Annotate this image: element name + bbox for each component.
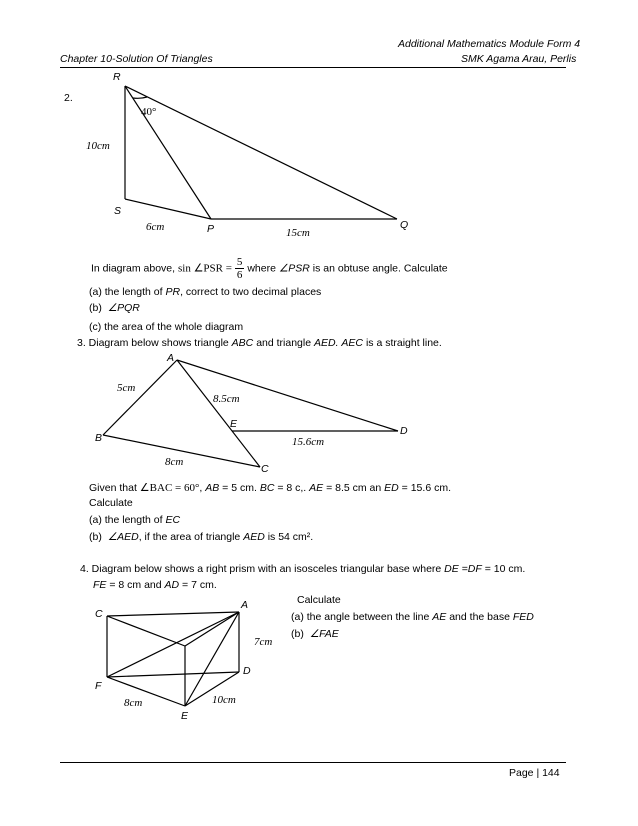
q3-given-pre: Given that (89, 482, 137, 494)
q3-given-sep-5: = 15.6 cm. (398, 482, 451, 494)
q4-fe: FE (93, 579, 107, 591)
q3-part-a (89, 514, 180, 526)
q3-aec: AEC (341, 337, 364, 349)
q2-number: 2. (64, 92, 73, 104)
q2-intro-pre: In diagram above, (91, 262, 176, 275)
q4-a-ae: AE (432, 611, 447, 623)
q2-frac-den: 6 (236, 269, 243, 281)
q2-b-label: (b) (89, 302, 102, 314)
q4-ad: AD (164, 579, 180, 591)
q3-len-AE: 8.5cm (213, 393, 240, 405)
q2-fraction (235, 256, 245, 281)
school-name: SMK Agama Arau, Perlis (461, 53, 577, 65)
q3-b-post: is 54 cm². (267, 531, 314, 543)
q3-len-AB: 5cm (117, 382, 136, 394)
q4-len-AD: 7cm (254, 636, 273, 648)
q3-abc: ABC (231, 337, 254, 349)
q3-label-C: C (261, 463, 269, 475)
q3-diagram (103, 360, 398, 467)
q4-stmt-post: = 10 cm. (484, 563, 526, 575)
q3-stmt-post: is a straight line. (365, 337, 442, 349)
q3-given-sep-4: = 8.5 cm an (323, 482, 385, 494)
q2-diagram (125, 86, 397, 219)
q3-ed: ED (384, 482, 399, 494)
q3-part-b (89, 531, 313, 543)
q3-calculate: Calculate (89, 497, 133, 509)
q2-angle-psr: ∠PSR (278, 262, 310, 275)
q3-and-triangle: and triangle (256, 337, 312, 349)
q3-label-E: E (230, 418, 238, 430)
q4-label-E: E (181, 710, 189, 722)
q2-part-b (89, 302, 140, 314)
q4-a-fed: FED (512, 611, 534, 623)
q3-ab: AB (205, 482, 220, 494)
page-number: Page | 144 (509, 767, 560, 779)
q2-len-PQ: 15cm (286, 227, 310, 239)
q3-given-sep-1: , (199, 482, 206, 494)
q2-part-a (89, 286, 321, 298)
q4-statement (80, 563, 525, 575)
q3-stmt-pre: 3. Diagram below shows triangle (77, 337, 229, 349)
q4-len-FE: 8cm (124, 697, 143, 709)
q4-label-C: C (95, 608, 103, 620)
q3-a-var: EC (165, 514, 181, 526)
module-title: Additional Mathematics Module Form 4 (398, 38, 581, 50)
q4-part-a (291, 611, 534, 623)
q2-a-var: PR (165, 286, 181, 298)
q3-len-BC: 8cm (165, 456, 184, 468)
q3-label-D: D (400, 425, 408, 437)
q2-len-SP: 6cm (146, 221, 165, 233)
q4-label-D: D (243, 665, 251, 677)
chapter-title: Chapter 10-Solution Of Triangles (60, 53, 213, 65)
q3-len-ED: 15.6cm (292, 436, 325, 448)
q2-label-P: P (207, 223, 215, 235)
q2-a-post: , correct to two decimal places (180, 286, 322, 298)
q3-b-mid: , if the area of triangle (138, 531, 241, 543)
q4-stmt-pre: 4. Diagram below shows a right prism with an isosceles triangular base where (80, 563, 442, 575)
q3-given-sep-2: = 5 cm. (219, 482, 260, 494)
q4-label-F: F (95, 680, 102, 692)
q2-intro-mid: where (247, 262, 276, 275)
q2-label-Q: Q (400, 219, 409, 231)
q4-a-mid: and the base (449, 611, 510, 623)
q4-statement-line2 (93, 579, 217, 591)
q3-b-label: (b) (89, 531, 102, 543)
q2-a-pre: (a) the length of (89, 286, 163, 298)
q4-a-pre: (a) the angle between the line (291, 611, 430, 623)
q4-b-angle: ∠FAE (309, 628, 339, 640)
q2-len-RS: 10cm (86, 140, 110, 152)
q3-statement (77, 337, 442, 349)
q3-given-angle: ∠BAC = 60° (139, 482, 200, 494)
q2-intro (91, 256, 448, 281)
q4-part-b (291, 628, 339, 640)
q4-line2-mid: = 8 cm and (109, 579, 162, 591)
q4-calculate: Calculate (297, 594, 341, 606)
q4-b-label: (b) (291, 628, 304, 640)
q3-a-pre: (a) the length of (89, 514, 163, 526)
q4-diagram (107, 612, 239, 706)
q2-part-c: (c) the area of the whole diagram (89, 321, 244, 333)
q2-sin-expr: sin ∠PSR = (177, 262, 232, 275)
q3-ae: AE (309, 482, 324, 494)
q4-line2-post: = 7 cm. (182, 579, 217, 591)
q3-label-B: B (95, 432, 103, 444)
q2-b-angle: ∠PQR (107, 302, 140, 314)
q3-label-A: A (167, 352, 175, 364)
q3-b-angle: ∠AED (107, 531, 139, 543)
q4-label-A: A (241, 599, 249, 611)
q3-b-var: AED (243, 531, 265, 543)
q2-intro-post: is an obtuse angle. Calculate (312, 262, 448, 275)
q4-len-ED: 10cm (212, 694, 236, 706)
q2-frac-num: 5 (236, 256, 243, 268)
q4-de-df: DE =DF (444, 563, 482, 575)
q2-label-R: R (113, 71, 121, 83)
footer-rule (60, 762, 566, 763)
q2-angle-R: 40° (141, 106, 157, 118)
q3-given-sep-3: = 8 c,. (274, 482, 310, 494)
q3-given (89, 481, 451, 494)
q3-aed: AED. (313, 337, 339, 349)
q3-bc: BC (259, 482, 275, 494)
q2-label-S: S (114, 205, 122, 217)
